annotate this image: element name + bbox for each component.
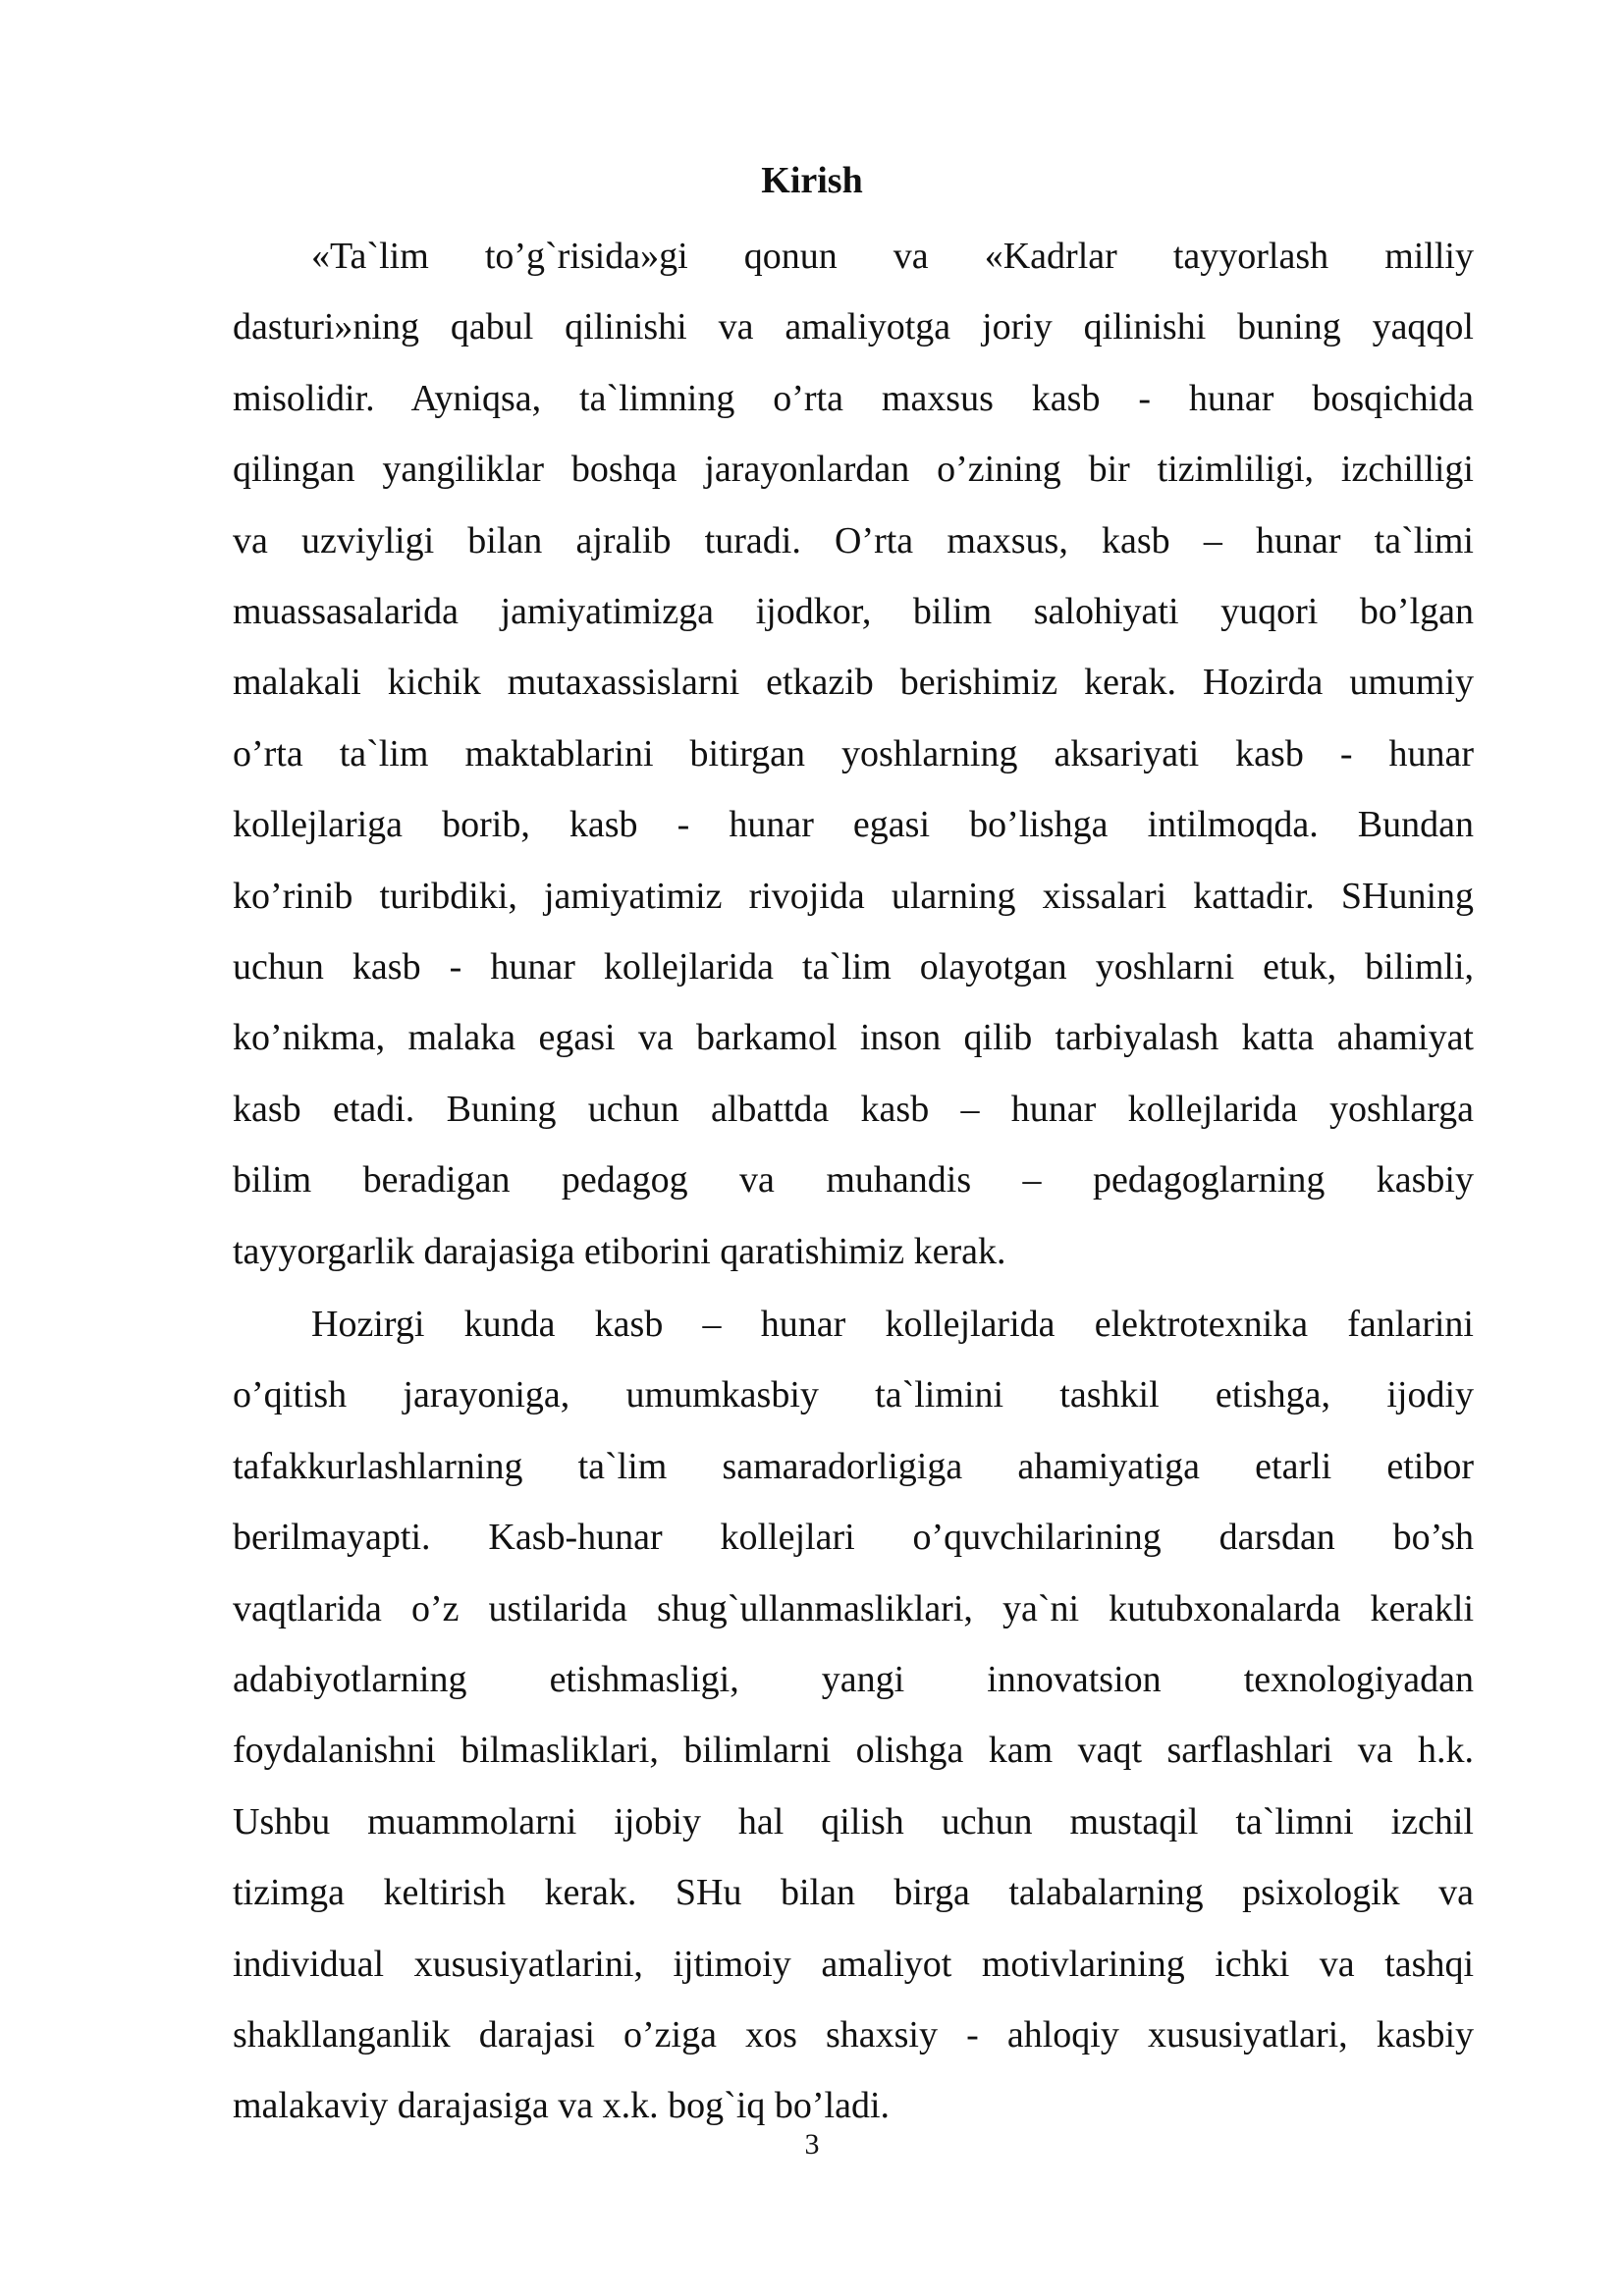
paragraph-line: kollejlariga borib, kasb - hunar egasi bo’lishga intilmoqda. Bundan xyxy=(233,804,1474,846)
paragraph-line: berilmayapti. Kasb-hunar kollejlari o’quvchilarining darsdan bo’sh xyxy=(233,1517,1474,1559)
paragraph-line: tafakkurlashlarning ta`lim samaradorligiga ahamiyatiga etarli etibor xyxy=(233,1445,1474,1487)
page-title: Kirish xyxy=(761,160,863,201)
paragraph-line: misolidir. Ayniqsa, ta`limning o’rta maxsus kasb - hunar bosqichida xyxy=(233,377,1474,419)
paragraph-line: qilingan yangiliklar boshqa jarayonlardan o’zining bir tizimliligi, izchilligi xyxy=(233,449,1474,491)
paragraph-line: foydalanishni bilmasliklari, bilimlarni olishga kam vaqt sarflashlari va h.k. xyxy=(233,1730,1474,1772)
paragraph-line: malakali kichik mutaxassislarni etkazib berishimiz kerak. Hozirda umumiy xyxy=(233,662,1474,704)
paragraph-1 xyxy=(233,221,1474,1287)
page-number: 3 xyxy=(804,2128,820,2161)
paragraph-line: dasturi»ning qabul qilinishi va amaliyotga joriy qilinishi buning yaqqol xyxy=(233,306,1474,348)
paragraph-line: Ushbu muammolarni ijobiy hal qilish uchun mustaqil ta`limni izchil xyxy=(233,1800,1474,1842)
paragraph-line: tizimga keltirish kerak. SHu bilan birga talabalarning psixologik va xyxy=(233,1872,1474,1914)
paragraph-line: «Ta`lim to’g`risida»gi qonun va «Kadrlar tayyorlash milliy xyxy=(311,236,1474,277)
paragraph-line: vaqtlarida o’z ustilarida shug`ullanmasliklari, ya`ni kutubxonalarda kerakli xyxy=(233,1587,1474,1629)
paragraph-line: uchun kasb - hunar kollejlarida ta`lim olayotgan yoshlarni etuk, bilimli, xyxy=(233,946,1474,988)
paragraph-line: individual xususiyatlarini, ijtimoiy amaliyot motivlarining ichki va tashqi xyxy=(233,1943,1474,1985)
paragraph-line: ko’nikma, malaka egasi va barkamol inson qilib tarbiyalash katta ahamiyat xyxy=(233,1017,1474,1059)
paragraph-line: va uzviyligi bilan ajralib turadi. O’rta maxsus, kasb – hunar ta`limi xyxy=(233,519,1474,561)
paragraph-line: malakaviy darajasiga va x.k. bog`iq bo’ladi. xyxy=(233,2085,891,2127)
paragraph-line: shakllanganlik darajasi o’ziga xos shaxsiy - ahloqiy xususiyatlari, kasbiy xyxy=(233,2014,1474,2056)
paragraph-line: tayyorgarlik darajasiga etiborini qaratishimiz kerak. xyxy=(233,1230,1006,1272)
paragraph-line: bilim beradigan pedagog va muhandis – pedagoglarning kasbiy xyxy=(233,1159,1474,1201)
paragraph-2 xyxy=(233,1289,1474,2142)
paragraph-line: adabiyotlarning etishmasligi, yangi innovatsion texnologiyadan xyxy=(233,1659,1474,1701)
paragraph-line: o’rta ta`lim maktablarini bitirgan yoshlarning aksariyati kasb - hunar xyxy=(233,732,1474,774)
paragraph-line: kasb etadi. Buning uchun albattda kasb – hunar kollejlarida yoshlarga xyxy=(233,1088,1474,1130)
paragraph-line: Hozirgi kunda kasb – hunar kollejlarida elektrotexnika fanlarini xyxy=(311,1304,1474,1345)
paragraph-line: o’qitish jarayoniga, umumkasbiy ta`limini tashkil etishga, ijodiy xyxy=(233,1374,1474,1416)
paragraph-line: muassasalarida jamiyatimizga ijodkor, bilim salohiyati yuqori bo’lgan xyxy=(233,591,1474,633)
paragraph-line: ko’rinib turibdiki, jamiyatimiz rivojida ularning xissalari kattadir. SHuning xyxy=(233,875,1474,917)
